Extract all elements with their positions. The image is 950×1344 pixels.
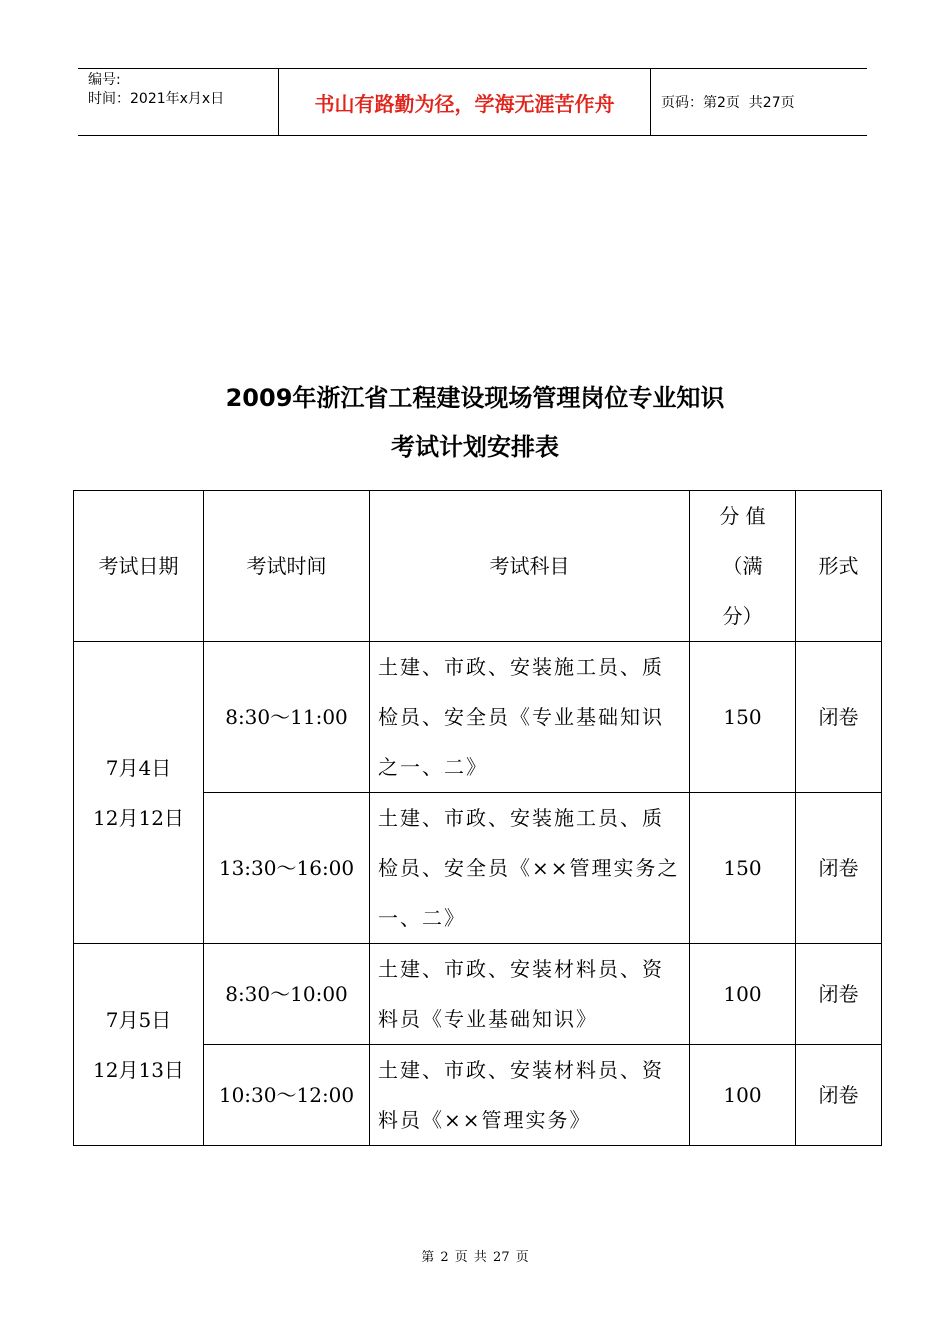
header-score [690, 491, 796, 642]
table-row [74, 642, 882, 793]
header-score-line1: 分 值 [719, 504, 766, 528]
time-label: 时间：2021年x月x日 [88, 91, 225, 107]
exam-date-cell [74, 944, 204, 1146]
header-time: 考试时间 [204, 491, 370, 642]
exam-score: 150 [690, 793, 796, 944]
exam-score: 150 [690, 642, 796, 793]
exam-form: 闭卷 [796, 944, 882, 1045]
document-title: 2009年浙江省工程建设现场管理岗位专业知识 [225, 384, 725, 412]
header-subject: 考试科目 [370, 491, 690, 642]
exam-score: 100 [690, 944, 796, 1045]
exam-subject: 土建、市政、安装材料员、资料员《专业基础知识》 [370, 944, 690, 1045]
page-info [651, 69, 867, 135]
exam-date-line1: 7月5日 [105, 1007, 172, 1032]
exam-date-line2: 12月12日 [93, 805, 184, 830]
page-label: 页码：第2页 共27页 [661, 95, 795, 111]
header-form: 形式 [796, 491, 882, 642]
page-header [78, 68, 867, 136]
exam-subject: 土建、市政、安装施工员、质检员、安全员《专业基础知识之一、二》 [370, 642, 690, 793]
exam-subject: 土建、市政、安装材料员、资料员《××管理实务》 [370, 1045, 690, 1146]
page-footer: 第 2 页 共 27 页 [421, 1250, 529, 1265]
table-header-row [74, 491, 882, 642]
exam-subject: 土建、市政、安装施工员、质检员、安全员《××管理实务之一、二》 [370, 793, 690, 944]
header-score-line3: 分） [722, 604, 763, 628]
exam-time: 13:30～16:00 [204, 793, 370, 944]
exam-date-line1: 7月4日 [105, 755, 172, 780]
exam-form: 闭卷 [796, 1045, 882, 1146]
exam-schedule-table [73, 490, 882, 1146]
document-subtitle: 考试计划安排表 [391, 433, 559, 461]
exam-score: 100 [690, 1045, 796, 1146]
header-date: 考试日期 [74, 491, 204, 642]
number-label: 编号: [88, 72, 121, 88]
exam-time: 8:30～10:00 [204, 944, 370, 1045]
exam-form: 闭卷 [796, 642, 882, 793]
exam-date-line2: 12月13日 [93, 1057, 184, 1082]
motto: 书山有路勤为径，学海无涯苦作舟 [279, 69, 651, 135]
exam-date-cell [74, 642, 204, 944]
header-info [78, 69, 279, 135]
exam-time: 10:30～12:00 [204, 1045, 370, 1146]
exam-time: 8:30～11:00 [204, 642, 370, 793]
table-row [74, 944, 882, 1045]
exam-form: 闭卷 [796, 793, 882, 944]
header-score-line2: （满 [722, 554, 763, 578]
